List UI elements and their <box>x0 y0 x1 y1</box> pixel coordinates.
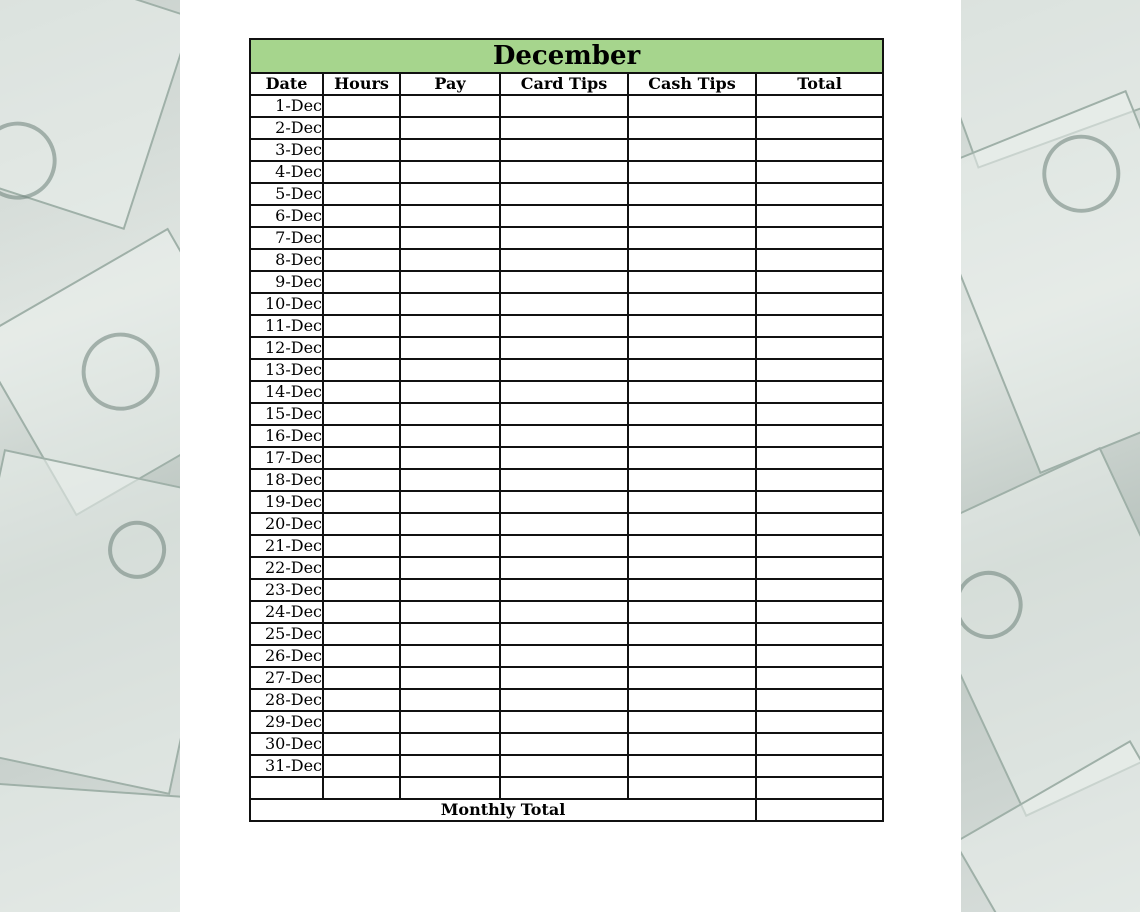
hours-cell[interactable] <box>323 469 400 491</box>
hours-cell[interactable] <box>323 183 400 205</box>
pay-cell[interactable] <box>400 557 500 579</box>
cash-tips-cell[interactable] <box>628 139 756 161</box>
date-cell: 9-Dec <box>250 271 323 293</box>
pay-cell[interactable] <box>400 359 500 381</box>
column-header-cash-tips: Cash Tips <box>628 73 756 95</box>
cash-tips-cell[interactable] <box>628 557 756 579</box>
table-row <box>250 271 883 293</box>
date-cell: 31-Dec <box>250 755 323 777</box>
card-tips-cell[interactable] <box>500 117 628 139</box>
table-row <box>250 425 883 447</box>
cash-tips-cell[interactable] <box>628 491 756 513</box>
card-tips-cell[interactable] <box>500 315 628 337</box>
total-cell[interactable] <box>756 205 883 227</box>
cash-tips-cell[interactable] <box>628 601 756 623</box>
card-tips-cell[interactable] <box>500 359 628 381</box>
table-row <box>250 469 883 491</box>
hours-cell[interactable] <box>323 117 400 139</box>
pay-cell[interactable] <box>400 117 500 139</box>
table-row <box>250 249 883 271</box>
cash-tips-cell[interactable] <box>628 689 756 711</box>
hours-cell[interactable] <box>323 645 400 667</box>
total-cell[interactable] <box>756 469 883 491</box>
pay-cell[interactable] <box>400 491 500 513</box>
date-cell: 24-Dec <box>250 601 323 623</box>
table-row <box>250 315 883 337</box>
pay-cell[interactable] <box>400 733 500 755</box>
table-row <box>250 381 883 403</box>
date-cell: 11-Dec <box>250 315 323 337</box>
total-cell[interactable] <box>756 139 883 161</box>
card-tips-cell[interactable] <box>500 777 628 799</box>
pay-cell[interactable] <box>400 249 500 271</box>
total-cell[interactable] <box>756 535 883 557</box>
total-cell[interactable] <box>756 249 883 271</box>
pay-cell[interactable] <box>400 293 500 315</box>
hours-cell[interactable] <box>323 227 400 249</box>
monthly-total-cell[interactable] <box>756 799 883 821</box>
card-tips-cell[interactable] <box>500 689 628 711</box>
card-tips-cell[interactable] <box>500 755 628 777</box>
money-background-left <box>0 0 180 912</box>
date-cell: 2-Dec <box>250 117 323 139</box>
card-tips-cell[interactable] <box>500 601 628 623</box>
hours-cell[interactable] <box>323 161 400 183</box>
date-cell: 14-Dec <box>250 381 323 403</box>
card-tips-cell[interactable] <box>500 645 628 667</box>
cash-tips-cell[interactable] <box>628 249 756 271</box>
hours-cell[interactable] <box>323 359 400 381</box>
cash-tips-cell[interactable] <box>628 117 756 139</box>
card-tips-cell[interactable] <box>500 711 628 733</box>
pay-cell[interactable] <box>400 205 500 227</box>
pay-cell[interactable] <box>400 227 500 249</box>
hours-cell[interactable] <box>323 601 400 623</box>
hours-cell[interactable] <box>323 513 400 535</box>
cash-tips-cell[interactable] <box>628 469 756 491</box>
table-row <box>250 711 883 733</box>
column-header-pay: Pay <box>400 73 500 95</box>
card-tips-cell[interactable] <box>500 425 628 447</box>
cash-tips-cell[interactable] <box>628 315 756 337</box>
hours-cell[interactable] <box>323 491 400 513</box>
monthly-total-row <box>250 799 883 821</box>
column-header-hours: Hours <box>323 73 400 95</box>
pay-cell[interactable] <box>400 777 500 799</box>
date-cell: 25-Dec <box>250 623 323 645</box>
table-row <box>250 755 883 777</box>
pay-cell[interactable] <box>400 95 500 117</box>
total-cell[interactable] <box>756 711 883 733</box>
total-cell[interactable] <box>756 645 883 667</box>
hours-cell[interactable] <box>323 667 400 689</box>
total-cell[interactable] <box>756 491 883 513</box>
cash-tips-cell[interactable] <box>628 513 756 535</box>
banknote-image <box>0 782 180 912</box>
pay-cell[interactable] <box>400 183 500 205</box>
pay-cell[interactable] <box>400 139 500 161</box>
date-cell: 22-Dec <box>250 557 323 579</box>
pay-cell[interactable] <box>400 469 500 491</box>
date-cell: 17-Dec <box>250 447 323 469</box>
cash-tips-cell[interactable] <box>628 535 756 557</box>
total-cell[interactable] <box>756 315 883 337</box>
cash-tips-cell[interactable] <box>628 755 756 777</box>
date-cell <box>250 777 323 799</box>
card-tips-cell[interactable] <box>500 227 628 249</box>
cash-tips-cell[interactable] <box>628 623 756 645</box>
pay-cell[interactable] <box>400 535 500 557</box>
hours-cell[interactable] <box>323 139 400 161</box>
table-row <box>250 183 883 205</box>
total-cell[interactable] <box>756 359 883 381</box>
pay-cell[interactable] <box>400 271 500 293</box>
hours-cell[interactable] <box>323 557 400 579</box>
total-cell[interactable] <box>756 513 883 535</box>
hours-cell[interactable] <box>323 425 400 447</box>
date-cell: 15-Dec <box>250 403 323 425</box>
total-cell[interactable] <box>756 689 883 711</box>
table-row <box>250 689 883 711</box>
date-cell: 27-Dec <box>250 667 323 689</box>
card-tips-cell[interactable] <box>500 579 628 601</box>
hours-cell[interactable] <box>323 271 400 293</box>
pay-cell[interactable] <box>400 645 500 667</box>
table-row <box>250 777 883 799</box>
cash-tips-cell[interactable] <box>628 271 756 293</box>
table-row <box>250 535 883 557</box>
pay-cell[interactable] <box>400 425 500 447</box>
table-row <box>250 161 883 183</box>
cash-tips-cell[interactable] <box>628 711 756 733</box>
card-tips-cell[interactable] <box>500 733 628 755</box>
banknote-image <box>961 90 1140 474</box>
cash-tips-cell[interactable] <box>628 337 756 359</box>
cash-tips-cell[interactable] <box>628 425 756 447</box>
table-row <box>250 733 883 755</box>
hours-cell[interactable] <box>323 403 400 425</box>
card-tips-cell[interactable] <box>500 271 628 293</box>
date-cell: 16-Dec <box>250 425 323 447</box>
column-header-card-tips: Card Tips <box>500 73 628 95</box>
card-tips-cell[interactable] <box>500 447 628 469</box>
total-cell[interactable] <box>756 579 883 601</box>
total-cell[interactable] <box>756 777 883 799</box>
hours-cell[interactable] <box>323 711 400 733</box>
table-row <box>250 491 883 513</box>
hours-cell[interactable] <box>323 381 400 403</box>
date-cell: 18-Dec <box>250 469 323 491</box>
total-cell[interactable] <box>756 447 883 469</box>
table-row <box>250 117 883 139</box>
date-cell: 10-Dec <box>250 293 323 315</box>
card-tips-cell[interactable] <box>500 557 628 579</box>
date-cell: 21-Dec <box>250 535 323 557</box>
hours-cell[interactable] <box>323 95 400 117</box>
total-cell[interactable] <box>756 271 883 293</box>
total-cell[interactable] <box>756 755 883 777</box>
date-cell: 6-Dec <box>250 205 323 227</box>
cash-tips-cell[interactable] <box>628 777 756 799</box>
card-tips-cell[interactable] <box>500 667 628 689</box>
hours-cell[interactable] <box>323 755 400 777</box>
card-tips-cell[interactable] <box>500 535 628 557</box>
cash-tips-cell[interactable] <box>628 183 756 205</box>
table-row <box>250 293 883 315</box>
column-header-date: Date <box>250 73 323 95</box>
card-tips-cell[interactable] <box>500 293 628 315</box>
total-cell[interactable] <box>756 601 883 623</box>
pay-cell[interactable] <box>400 403 500 425</box>
table-row <box>250 227 883 249</box>
hours-cell[interactable] <box>323 293 400 315</box>
pay-cell[interactable] <box>400 513 500 535</box>
cash-tips-cell[interactable] <box>628 645 756 667</box>
cash-tips-cell[interactable] <box>628 403 756 425</box>
date-cell: 29-Dec <box>250 711 323 733</box>
total-cell[interactable] <box>756 161 883 183</box>
date-cell: 12-Dec <box>250 337 323 359</box>
table-row <box>250 403 883 425</box>
total-cell[interactable] <box>756 95 883 117</box>
pay-cell[interactable] <box>400 579 500 601</box>
card-tips-cell[interactable] <box>500 139 628 161</box>
date-cell: 26-Dec <box>250 645 323 667</box>
date-cell: 13-Dec <box>250 359 323 381</box>
hours-cell[interactable] <box>323 337 400 359</box>
table-row <box>250 645 883 667</box>
hours-cell[interactable] <box>323 205 400 227</box>
card-tips-cell[interactable] <box>500 183 628 205</box>
pay-cell[interactable] <box>400 381 500 403</box>
money-background-right <box>961 0 1140 912</box>
banknote-image <box>0 449 180 795</box>
hours-cell[interactable] <box>323 447 400 469</box>
card-tips-cell[interactable] <box>500 337 628 359</box>
date-cell: 28-Dec <box>250 689 323 711</box>
card-tips-cell[interactable] <box>500 161 628 183</box>
hours-cell[interactable] <box>323 689 400 711</box>
date-cell: 19-Dec <box>250 491 323 513</box>
card-tips-cell[interactable] <box>500 623 628 645</box>
hours-cell[interactable] <box>323 315 400 337</box>
pay-cell[interactable] <box>400 667 500 689</box>
cash-tips-cell[interactable] <box>628 293 756 315</box>
hours-cell[interactable] <box>323 579 400 601</box>
banknote-image <box>0 0 180 230</box>
total-cell[interactable] <box>756 183 883 205</box>
card-tips-cell[interactable] <box>500 513 628 535</box>
monthly-total-label: Monthly Total <box>250 799 756 821</box>
hours-cell[interactable] <box>323 733 400 755</box>
total-cell[interactable] <box>756 667 883 689</box>
cash-tips-cell[interactable] <box>628 95 756 117</box>
card-tips-cell[interactable] <box>500 249 628 271</box>
date-cell: 4-Dec <box>250 161 323 183</box>
date-cell: 5-Dec <box>250 183 323 205</box>
total-cell[interactable] <box>756 425 883 447</box>
total-cell[interactable] <box>756 117 883 139</box>
table-row <box>250 623 883 645</box>
cash-tips-cell[interactable] <box>628 733 756 755</box>
table-row <box>250 205 883 227</box>
date-cell: 20-Dec <box>250 513 323 535</box>
cash-tips-cell[interactable] <box>628 359 756 381</box>
column-header-row <box>250 73 883 95</box>
date-cell: 3-Dec <box>250 139 323 161</box>
pay-cell[interactable] <box>400 601 500 623</box>
month-title: December <box>250 39 883 73</box>
column-header-total: Total <box>756 73 883 95</box>
pay-cell[interactable] <box>400 689 500 711</box>
pay-cell[interactable] <box>400 755 500 777</box>
table-row <box>250 557 883 579</box>
cash-tips-cell[interactable] <box>628 161 756 183</box>
pay-cell[interactable] <box>400 315 500 337</box>
total-cell[interactable] <box>756 381 883 403</box>
pay-cell[interactable] <box>400 161 500 183</box>
date-cell: 30-Dec <box>250 733 323 755</box>
hours-cell[interactable] <box>323 535 400 557</box>
table-row <box>250 359 883 381</box>
pay-cell[interactable] <box>400 711 500 733</box>
hours-cell[interactable] <box>323 623 400 645</box>
table-row <box>250 601 883 623</box>
card-tips-cell[interactable] <box>500 403 628 425</box>
pay-cell[interactable] <box>400 447 500 469</box>
tip-log-table <box>249 38 884 822</box>
table-row <box>250 337 883 359</box>
date-cell: 8-Dec <box>250 249 323 271</box>
tip-log-sheet <box>249 38 882 822</box>
cash-tips-cell[interactable] <box>628 205 756 227</box>
card-tips-cell[interactable] <box>500 205 628 227</box>
date-cell: 23-Dec <box>250 579 323 601</box>
hours-cell[interactable] <box>323 777 400 799</box>
cash-tips-cell[interactable] <box>628 447 756 469</box>
pay-cell[interactable] <box>400 337 500 359</box>
total-cell[interactable] <box>756 337 883 359</box>
total-cell[interactable] <box>756 733 883 755</box>
total-cell[interactable] <box>756 557 883 579</box>
table-row <box>250 447 883 469</box>
date-cell: 7-Dec <box>250 227 323 249</box>
card-tips-cell[interactable] <box>500 95 628 117</box>
table-row <box>250 579 883 601</box>
card-tips-cell[interactable] <box>500 469 628 491</box>
cash-tips-cell[interactable] <box>628 667 756 689</box>
table-row <box>250 95 883 117</box>
hours-cell[interactable] <box>323 249 400 271</box>
total-cell[interactable] <box>756 227 883 249</box>
table-row <box>250 667 883 689</box>
total-cell[interactable] <box>756 623 883 645</box>
table-row <box>250 139 883 161</box>
total-cell[interactable] <box>756 293 883 315</box>
cash-tips-cell[interactable] <box>628 227 756 249</box>
total-cell[interactable] <box>756 403 883 425</box>
card-tips-cell[interactable] <box>500 491 628 513</box>
cash-tips-cell[interactable] <box>628 579 756 601</box>
date-cell: 1-Dec <box>250 95 323 117</box>
cash-tips-cell[interactable] <box>628 381 756 403</box>
table-row <box>250 513 883 535</box>
card-tips-cell[interactable] <box>500 381 628 403</box>
pay-cell[interactable] <box>400 623 500 645</box>
